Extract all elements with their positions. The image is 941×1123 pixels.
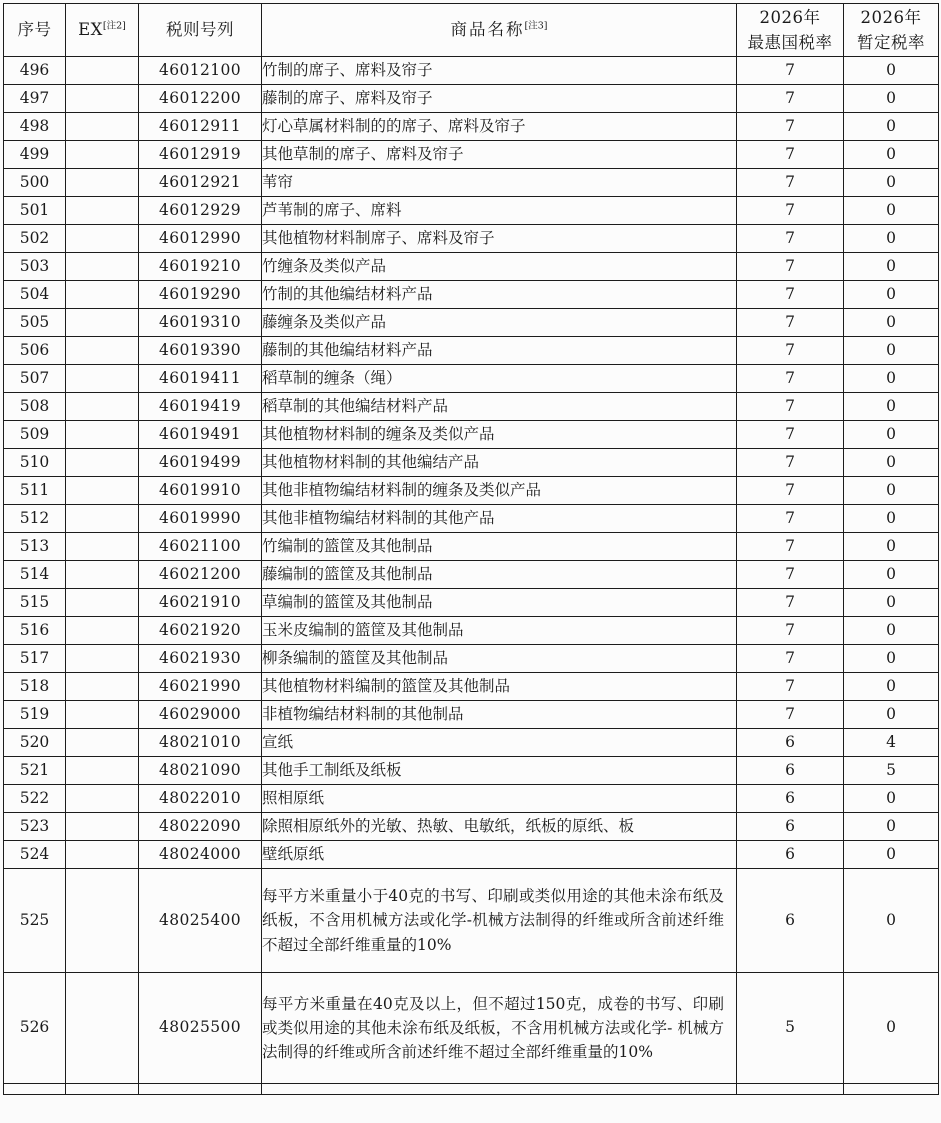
cell-ex-flag bbox=[66, 505, 139, 533]
cell-commodity-name bbox=[262, 813, 737, 841]
column-header-seq-label: 序号 bbox=[17, 20, 52, 40]
column-header-mfn-label: 最惠国税率 bbox=[747, 33, 833, 52]
cell-ex-flag bbox=[66, 869, 139, 973]
cell-tariff-code: 46019290 bbox=[139, 281, 262, 309]
cell-commodity-name-text: 竹缠条及类似产品 bbox=[262, 256, 387, 275]
cell-commodity-name-text: 竹制的席子、席料及帘子 bbox=[262, 60, 433, 79]
cell-commodity-name-text: 其他草制的席子、席料及帘子 bbox=[262, 144, 464, 163]
cell-tariff-code: 48022010 bbox=[139, 785, 262, 813]
cell-tariff-code: 48025400 bbox=[139, 869, 262, 973]
cell-commodity-name bbox=[262, 113, 737, 141]
cell-sequence-number: 505 bbox=[4, 309, 66, 337]
cell-ex-flag bbox=[66, 729, 139, 757]
cell-tariff-code: 46021910 bbox=[139, 589, 262, 617]
cell-commodity-name bbox=[262, 393, 737, 421]
cell-ex-flag bbox=[66, 973, 139, 1084]
cell-mfn-rate: 6 bbox=[737, 785, 844, 813]
cell-mfn-rate: 7 bbox=[737, 449, 844, 477]
cell-ex-flag bbox=[66, 365, 139, 393]
cell-commodity-name-text: 稻草制的其他编结材料产品 bbox=[262, 396, 449, 415]
cell-provisional-rate: 0 bbox=[844, 337, 939, 365]
cell-sequence-number: 522 bbox=[4, 785, 66, 813]
cell-commodity-name bbox=[262, 757, 737, 785]
table-row bbox=[4, 57, 939, 85]
cell-sequence-number: 503 bbox=[4, 253, 66, 281]
cell-tariff-code: 46021990 bbox=[139, 673, 262, 701]
cell-ex-flag bbox=[66, 841, 139, 869]
cell-ex-flag bbox=[66, 57, 139, 85]
cell-commodity-name-text: 非植物编结材料制的其他制品 bbox=[262, 704, 464, 723]
cell-provisional-rate: 0 bbox=[844, 141, 939, 169]
column-header-code-label: 税则号列 bbox=[166, 20, 234, 40]
cell-commodity-name bbox=[262, 561, 737, 589]
column-header-name bbox=[262, 4, 737, 57]
cell-mfn-rate: 7 bbox=[737, 57, 844, 85]
cell-mfn-rate: 7 bbox=[737, 253, 844, 281]
cell-commodity-name bbox=[262, 365, 737, 393]
cell-mfn-rate: 7 bbox=[737, 505, 844, 533]
header-row bbox=[4, 4, 939, 57]
cell-provisional-rate: 0 bbox=[844, 281, 939, 309]
cell-provisional-rate: 0 bbox=[844, 841, 939, 869]
cell-tariff-code: 46019390 bbox=[139, 337, 262, 365]
cell-mfn-rate: 7 bbox=[737, 393, 844, 421]
cell-tariff-code: 46021920 bbox=[139, 617, 262, 645]
cell-commodity-name bbox=[262, 421, 737, 449]
cell-sequence-number: 498 bbox=[4, 113, 66, 141]
table-row bbox=[4, 141, 939, 169]
cell-ex-flag bbox=[66, 757, 139, 785]
cell-commodity-name bbox=[262, 533, 737, 561]
cell-mfn-rate: 7 bbox=[737, 337, 844, 365]
cell-provisional-rate: 0 bbox=[844, 365, 939, 393]
cell-commodity-name-text: 其他植物材料制的其他编结产品 bbox=[262, 452, 480, 471]
cell-commodity-name bbox=[262, 225, 737, 253]
cell-commodity-name bbox=[262, 281, 737, 309]
cell-sequence-number: 496 bbox=[4, 57, 66, 85]
cell-commodity-name bbox=[262, 617, 737, 645]
table-row bbox=[4, 309, 939, 337]
cell-commodity-name bbox=[262, 505, 737, 533]
cell-tariff-code: 48021010 bbox=[139, 729, 262, 757]
table-row bbox=[4, 841, 939, 869]
cell-tariff-code: 48021090 bbox=[139, 757, 262, 785]
cell-commodity-name-text: 每平方米重量小于40克的书写、印刷或类似用途的其他未涂布纸及纸板，不含用机械方法或化学-机械方法制得的纤维或所含前述纤维不超过全部纤维重量的10% bbox=[262, 887, 724, 954]
cell-mfn-rate: 7 bbox=[737, 673, 844, 701]
cell-commodity-name-text: 芦苇制的席子、席料 bbox=[262, 200, 402, 219]
table-row bbox=[4, 449, 939, 477]
column-header-provisional-label: 暂定税率 bbox=[857, 33, 925, 52]
cell-ex-flag bbox=[66, 813, 139, 841]
cell-mfn-rate: 6 bbox=[737, 729, 844, 757]
cell-ex-flag bbox=[66, 673, 139, 701]
cell-commodity-name-text: 其他手工制纸及纸板 bbox=[262, 760, 402, 779]
column-header-name-label: 商品名称 bbox=[450, 20, 525, 40]
cell-ex-flag bbox=[66, 701, 139, 729]
cell-mfn-rate: 7 bbox=[737, 309, 844, 337]
cell-provisional-rate: 0 bbox=[844, 113, 939, 141]
column-header-mfn-year: 2026年 bbox=[759, 7, 821, 27]
cell-tariff-code bbox=[139, 1084, 262, 1095]
cell-ex-flag bbox=[66, 561, 139, 589]
cell-tariff-code: 46021200 bbox=[139, 561, 262, 589]
cell-sequence-number: 521 bbox=[4, 757, 66, 785]
cell-sequence-number: 520 bbox=[4, 729, 66, 757]
column-header-mfn bbox=[737, 4, 844, 57]
cell-sequence-number: 523 bbox=[4, 813, 66, 841]
cell-commodity-name bbox=[262, 85, 737, 113]
cell-ex-flag bbox=[66, 589, 139, 617]
cell-commodity-name-text: 其他植物材料编制的篮筐及其他制品 bbox=[262, 676, 511, 695]
cell-tariff-code: 46012929 bbox=[139, 197, 262, 225]
cell-sequence-number: 513 bbox=[4, 533, 66, 561]
cell-ex-flag bbox=[66, 533, 139, 561]
cell-provisional-rate: 0 bbox=[844, 309, 939, 337]
cell-commodity-name-text: 壁纸原纸 bbox=[262, 844, 325, 863]
cell-commodity-name-text: 藤缠条及类似产品 bbox=[262, 312, 387, 331]
cell-ex-flag bbox=[66, 141, 139, 169]
table-row bbox=[4, 589, 939, 617]
cell-commodity-name bbox=[262, 449, 737, 477]
cell-mfn-rate: 7 bbox=[737, 561, 844, 589]
cell-mfn-rate: 6 bbox=[737, 757, 844, 785]
cell-tariff-code: 46019491 bbox=[139, 421, 262, 449]
cell-provisional-rate: 0 bbox=[844, 85, 939, 113]
cell-commodity-name-text: 除照相原纸外的光敏、热敏、电敏纸，纸板的原纸、板 bbox=[262, 816, 635, 835]
cell-commodity-name-text: 草编制的篮筐及其他制品 bbox=[262, 592, 433, 611]
cell-tariff-code: 46019411 bbox=[139, 365, 262, 393]
cell-provisional-rate: 0 bbox=[844, 589, 939, 617]
cell-provisional-rate: 0 bbox=[844, 477, 939, 505]
cell-mfn-rate: 7 bbox=[737, 617, 844, 645]
cell-ex-flag bbox=[66, 113, 139, 141]
cell-commodity-name bbox=[262, 169, 737, 197]
cell-sequence-number: 507 bbox=[4, 365, 66, 393]
cell-tariff-code: 46019499 bbox=[139, 449, 262, 477]
column-header-ex-note: [注2] bbox=[102, 20, 126, 32]
cell-ex-flag bbox=[66, 169, 139, 197]
cell-sequence-number: 526 bbox=[4, 973, 66, 1084]
cell-commodity-name-text: 其他非植物编结材料制的其他产品 bbox=[262, 508, 495, 527]
cell-mfn-rate: 7 bbox=[737, 365, 844, 393]
cell-tariff-code: 46019310 bbox=[139, 309, 262, 337]
cell-tariff-code: 48025500 bbox=[139, 973, 262, 1084]
cell-tariff-code: 46012200 bbox=[139, 85, 262, 113]
cell-sequence-number: 512 bbox=[4, 505, 66, 533]
cell-ex-flag bbox=[66, 197, 139, 225]
cell-ex-flag bbox=[66, 225, 139, 253]
cell-ex-flag bbox=[66, 449, 139, 477]
cell-ex-flag bbox=[66, 421, 139, 449]
table-row bbox=[4, 113, 939, 141]
table-row bbox=[4, 757, 939, 785]
cell-sequence-number: 508 bbox=[4, 393, 66, 421]
table-row bbox=[4, 477, 939, 505]
table-row bbox=[4, 337, 939, 365]
cell-sequence-number: 504 bbox=[4, 281, 66, 309]
table-row bbox=[4, 869, 939, 973]
cell-mfn-rate: 7 bbox=[737, 141, 844, 169]
cell-ex-flag bbox=[66, 617, 139, 645]
cell-provisional-rate: 0 bbox=[844, 169, 939, 197]
table-row bbox=[4, 673, 939, 701]
cell-sequence-number: 511 bbox=[4, 477, 66, 505]
cell-mfn-rate: 6 bbox=[737, 869, 844, 973]
table-row bbox=[4, 85, 939, 113]
cell-mfn-rate: 7 bbox=[737, 477, 844, 505]
cell-ex-flag bbox=[66, 85, 139, 113]
cell-mfn-rate: 7 bbox=[737, 589, 844, 617]
cell-commodity-name bbox=[262, 973, 737, 1084]
table-header bbox=[4, 4, 939, 57]
cell-commodity-name bbox=[262, 701, 737, 729]
cell-commodity-name bbox=[262, 841, 737, 869]
cell-commodity-name bbox=[262, 589, 737, 617]
cell-provisional-rate: 0 bbox=[844, 449, 939, 477]
cell-tariff-code: 46019419 bbox=[139, 393, 262, 421]
cell-ex-flag bbox=[66, 393, 139, 421]
cell-sequence-number: 515 bbox=[4, 589, 66, 617]
cell-commodity-name-text: 每平方米重量在40克及以上，但不超过150克，成卷的书写、印刷或类似用途的其他未涂布纸及纸板，不含用机械方法或化学- 机械方法制得的纤维或所含前述纤维不超过全部纤维重量的10% bbox=[262, 994, 724, 1061]
cell-provisional-rate: 0 bbox=[844, 393, 939, 421]
cell-provisional-rate: 0 bbox=[844, 645, 939, 673]
cell-commodity-name bbox=[262, 785, 737, 813]
cell-commodity-name-text: 其他植物材料制席子、席料及帘子 bbox=[262, 228, 495, 247]
tariff-table bbox=[3, 3, 939, 1095]
cell-sequence-number: 509 bbox=[4, 421, 66, 449]
table-row bbox=[4, 561, 939, 589]
cell-provisional-rate: 0 bbox=[844, 197, 939, 225]
column-header-code bbox=[139, 4, 262, 57]
cell-tariff-code: 48022090 bbox=[139, 813, 262, 841]
table-row bbox=[4, 421, 939, 449]
table-row bbox=[4, 225, 939, 253]
cell-commodity-name bbox=[262, 869, 737, 973]
cell-tariff-code: 46012100 bbox=[139, 57, 262, 85]
cell-sequence-number: 524 bbox=[4, 841, 66, 869]
cell-tariff-code: 46012919 bbox=[139, 141, 262, 169]
cell-sequence-number: 510 bbox=[4, 449, 66, 477]
table-row bbox=[4, 393, 939, 421]
cell-commodity-name-text: 柳条编制的篮筐及其他制品 bbox=[262, 648, 449, 667]
cell-commodity-name bbox=[262, 309, 737, 337]
cell-tariff-code: 46012921 bbox=[139, 169, 262, 197]
table-row bbox=[4, 253, 939, 281]
cell-commodity-name bbox=[262, 141, 737, 169]
cell-mfn-rate: 7 bbox=[737, 421, 844, 449]
cell-ex-flag bbox=[66, 253, 139, 281]
cell-mfn-rate: 7 bbox=[737, 113, 844, 141]
cell-provisional-rate: 0 bbox=[844, 253, 939, 281]
cell-commodity-name bbox=[262, 645, 737, 673]
cell-mfn-rate: 6 bbox=[737, 841, 844, 869]
cell-sequence-number bbox=[4, 1084, 66, 1095]
cell-ex-flag bbox=[66, 309, 139, 337]
table-row bbox=[4, 1084, 939, 1095]
cell-commodity-name bbox=[262, 337, 737, 365]
cell-commodity-name-text: 苇帘 bbox=[262, 172, 294, 191]
table-row bbox=[4, 701, 939, 729]
cell-tariff-code: 48024000 bbox=[139, 841, 262, 869]
cell-tariff-code: 46012911 bbox=[139, 113, 262, 141]
cell-commodity-name-text: 藤制的其他编结材料产品 bbox=[262, 340, 433, 359]
cell-mfn-rate: 7 bbox=[737, 281, 844, 309]
cell-commodity-name-text: 竹制的其他编结材料产品 bbox=[262, 284, 433, 303]
column-header-provisional-year: 2026年 bbox=[860, 7, 922, 27]
cell-sequence-number: 525 bbox=[4, 869, 66, 973]
cell-ex-flag bbox=[66, 337, 139, 365]
cell-provisional-rate: 0 bbox=[844, 813, 939, 841]
cell-tariff-code: 46019990 bbox=[139, 505, 262, 533]
cell-commodity-name bbox=[262, 57, 737, 85]
cell-commodity-name bbox=[262, 1084, 737, 1095]
cell-tariff-code: 46029000 bbox=[139, 701, 262, 729]
table-row bbox=[4, 281, 939, 309]
cell-sequence-number: 500 bbox=[4, 169, 66, 197]
cell-commodity-name-text: 宣纸 bbox=[262, 732, 294, 751]
cell-provisional-rate: 0 bbox=[844, 533, 939, 561]
cell-commodity-name-text: 藤编制的篮筐及其他制品 bbox=[262, 564, 433, 583]
table-row bbox=[4, 729, 939, 757]
cell-provisional-rate: 0 bbox=[844, 225, 939, 253]
cell-mfn-rate bbox=[737, 1084, 844, 1095]
cell-commodity-name-text: 其他植物材料制的缠条及类似产品 bbox=[262, 424, 495, 443]
cell-commodity-name bbox=[262, 673, 737, 701]
table-row bbox=[4, 365, 939, 393]
cell-ex-flag bbox=[66, 281, 139, 309]
cell-mfn-rate: 7 bbox=[737, 701, 844, 729]
table-row bbox=[4, 197, 939, 225]
table-row bbox=[4, 505, 939, 533]
table-row bbox=[4, 973, 939, 1084]
cell-commodity-name-text: 其他非植物编结材料制的缠条及类似产品 bbox=[262, 480, 542, 499]
cell-ex-flag bbox=[66, 477, 139, 505]
cell-provisional-rate: 0 bbox=[844, 617, 939, 645]
column-header-ex-label: EX bbox=[78, 20, 103, 40]
cell-commodity-name bbox=[262, 477, 737, 505]
cell-provisional-rate: 0 bbox=[844, 421, 939, 449]
cell-provisional-rate: 0 bbox=[844, 57, 939, 85]
cell-commodity-name bbox=[262, 729, 737, 757]
cell-commodity-name-text: 竹编制的篮筐及其他制品 bbox=[262, 536, 433, 555]
cell-provisional-rate: 0 bbox=[844, 701, 939, 729]
cell-sequence-number: 518 bbox=[4, 673, 66, 701]
cell-mfn-rate: 5 bbox=[737, 973, 844, 1084]
table-row bbox=[4, 645, 939, 673]
table-row bbox=[4, 813, 939, 841]
cell-commodity-name-text: 稻草制的缠条（绳） bbox=[262, 368, 402, 387]
cell-provisional-rate: 0 bbox=[844, 869, 939, 973]
cell-mfn-rate: 7 bbox=[737, 645, 844, 673]
cell-provisional-rate: 0 bbox=[844, 973, 939, 1084]
table-row bbox=[4, 617, 939, 645]
cell-commodity-name bbox=[262, 253, 737, 281]
cell-mfn-rate: 6 bbox=[737, 813, 844, 841]
column-header-ex bbox=[66, 4, 139, 57]
cell-ex-flag bbox=[66, 645, 139, 673]
cell-sequence-number: 502 bbox=[4, 225, 66, 253]
cell-provisional-rate: 5 bbox=[844, 757, 939, 785]
cell-tariff-code: 46019210 bbox=[139, 253, 262, 281]
table-row bbox=[4, 169, 939, 197]
cell-sequence-number: 517 bbox=[4, 645, 66, 673]
column-header-provisional bbox=[844, 4, 939, 57]
cell-commodity-name bbox=[262, 197, 737, 225]
column-header-name-note: [注3] bbox=[524, 20, 548, 32]
cell-sequence-number: 501 bbox=[4, 197, 66, 225]
cell-ex-flag bbox=[66, 785, 139, 813]
column-header-seq bbox=[4, 4, 66, 57]
cell-tariff-code: 46019910 bbox=[139, 477, 262, 505]
cell-sequence-number: 514 bbox=[4, 561, 66, 589]
table-row bbox=[4, 785, 939, 813]
cell-commodity-name-text: 玉米皮编制的篮筐及其他制品 bbox=[262, 620, 464, 639]
cell-tariff-code: 46021930 bbox=[139, 645, 262, 673]
cell-sequence-number: 519 bbox=[4, 701, 66, 729]
cell-provisional-rate: 0 bbox=[844, 785, 939, 813]
cell-provisional-rate bbox=[844, 1084, 939, 1095]
cell-mfn-rate: 7 bbox=[737, 85, 844, 113]
cell-sequence-number: 499 bbox=[4, 141, 66, 169]
cell-sequence-number: 497 bbox=[4, 85, 66, 113]
cell-ex-flag bbox=[66, 1084, 139, 1095]
cell-tariff-code: 46021100 bbox=[139, 533, 262, 561]
cell-commodity-name-text: 照相原纸 bbox=[262, 788, 325, 807]
cell-sequence-number: 506 bbox=[4, 337, 66, 365]
table-body bbox=[4, 57, 939, 1095]
cell-provisional-rate: 4 bbox=[844, 729, 939, 757]
cell-sequence-number: 516 bbox=[4, 617, 66, 645]
cell-provisional-rate: 0 bbox=[844, 561, 939, 589]
cell-provisional-rate: 0 bbox=[844, 673, 939, 701]
cell-mfn-rate: 7 bbox=[737, 169, 844, 197]
cell-provisional-rate: 0 bbox=[844, 505, 939, 533]
table-row bbox=[4, 533, 939, 561]
cell-mfn-rate: 7 bbox=[737, 533, 844, 561]
cell-mfn-rate: 7 bbox=[737, 197, 844, 225]
cell-commodity-name-text: 灯心草属材料制的的席子、席料及帘子 bbox=[262, 116, 526, 135]
cell-commodity-name-text: 藤制的席子、席料及帘子 bbox=[262, 88, 433, 107]
cell-tariff-code: 46012990 bbox=[139, 225, 262, 253]
cell-mfn-rate: 7 bbox=[737, 225, 844, 253]
